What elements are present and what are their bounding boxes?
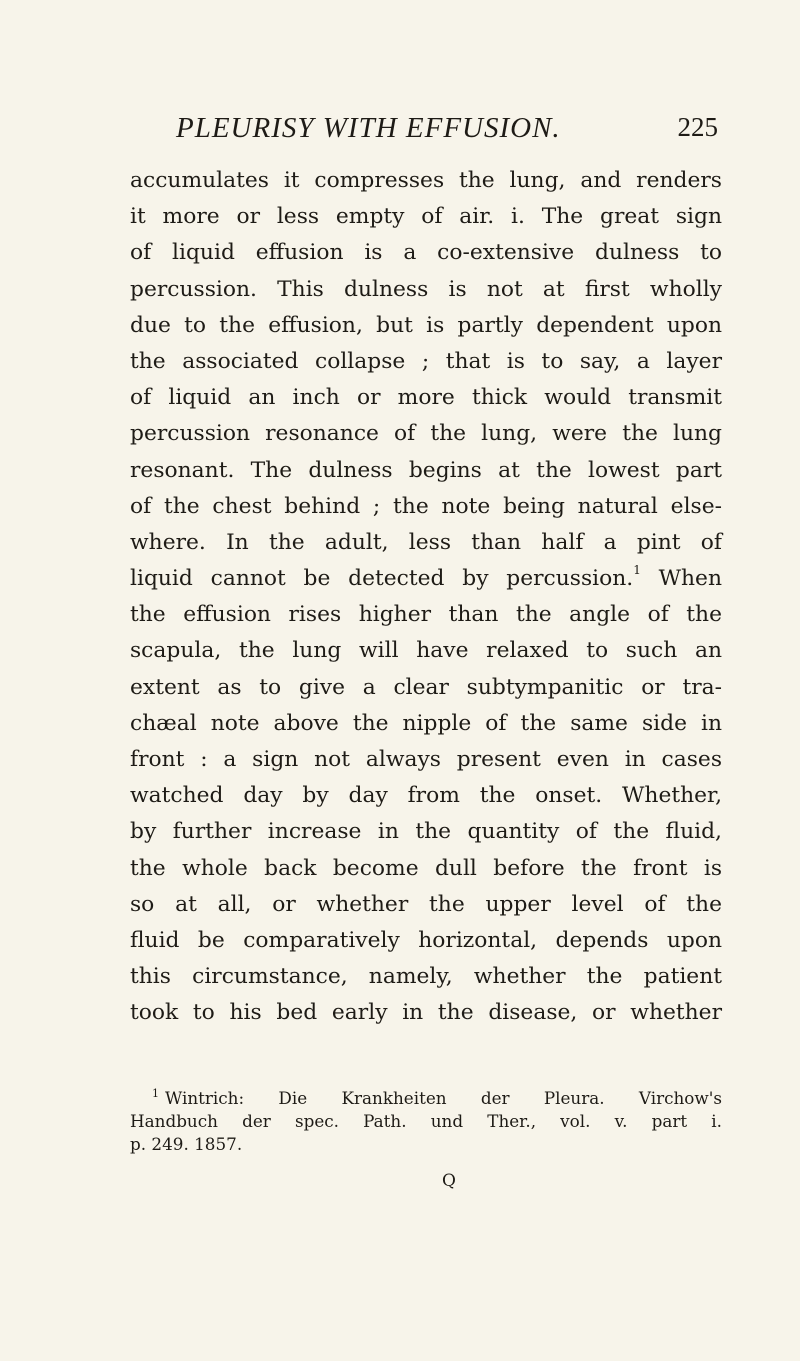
footnote-line (130, 1087, 722, 1110)
footnote-text: Wintrich: Die Krankheiten der Pleura. Virchow's (165, 1088, 722, 1108)
body-line: front : a sign not always present even in cases (130, 747, 722, 772)
body-line: watched day by day from the onset. Whether, (130, 783, 722, 809)
body-line: this circumstance, namely, whether the patient (130, 964, 722, 990)
page-number: 225 (677, 112, 718, 142)
body-line: scapula, the lung will have relaxed to such an (130, 638, 722, 664)
body-line: accumulates it compresses the lung, and renders (130, 168, 722, 193)
body-line: due to the effusion, but is partly dependent upon (130, 312, 722, 338)
footnote-line: Handbuch der spec. Path. und Ther., vol. v. part i. (130, 1111, 722, 1131)
running-head (118, 112, 718, 148)
body-line: took to his bed early in the disease, or whether (130, 1000, 722, 1026)
body-line-text: liquid cannot be detected by percussion. (130, 566, 634, 592)
footnote (130, 1087, 722, 1156)
body-line: where. In the adult, less than half a pint of (130, 529, 722, 555)
body-line: the associated collapse ; that is to say, a layer (130, 348, 722, 374)
body-text (130, 163, 722, 1032)
footnote-line: p. 249. 1857. (130, 1134, 243, 1154)
body-line: resonant. The dulness begins at the lowest part (130, 457, 722, 483)
body-line: extent as to give a clear subtympanitic or tra- (130, 674, 722, 700)
body-line: percussion. This dulness is not at first wholly (130, 276, 722, 302)
body-line-tail: When (640, 566, 722, 592)
body-line: of liquid effusion is a co-extensive dulness to (130, 240, 722, 266)
body-line: so at all, or whether the upper level of the (130, 891, 722, 917)
body-line: it more or less empty of air. i. The great sign (130, 204, 722, 230)
body-line: the effusion rises higher than the angle of the (130, 602, 722, 628)
signature-mark: Q (442, 1171, 456, 1191)
footnote-marker: 1 (152, 1087, 159, 1100)
footnote-reference[interactable]: 1 (633, 563, 641, 578)
body-line: of the chest behind ; the note being natural else- (130, 493, 722, 519)
body-line: of liquid an inch or more thick would transmit (130, 385, 722, 411)
body-line: percussion resonance of the lung, were the lung (130, 421, 722, 447)
running-title: PLEURISY WITH EFFUSION. (176, 112, 561, 144)
body-line: by further increase in the quantity of the fluid, (130, 819, 722, 845)
body-line: chæal note above the nipple of the same side in (130, 710, 722, 736)
body-line: the whole back become dull before the front is (130, 855, 722, 881)
body-line: fluid be comparatively horizontal, depends upon (130, 927, 722, 953)
body-line-with-footnote-ref (130, 561, 722, 597)
